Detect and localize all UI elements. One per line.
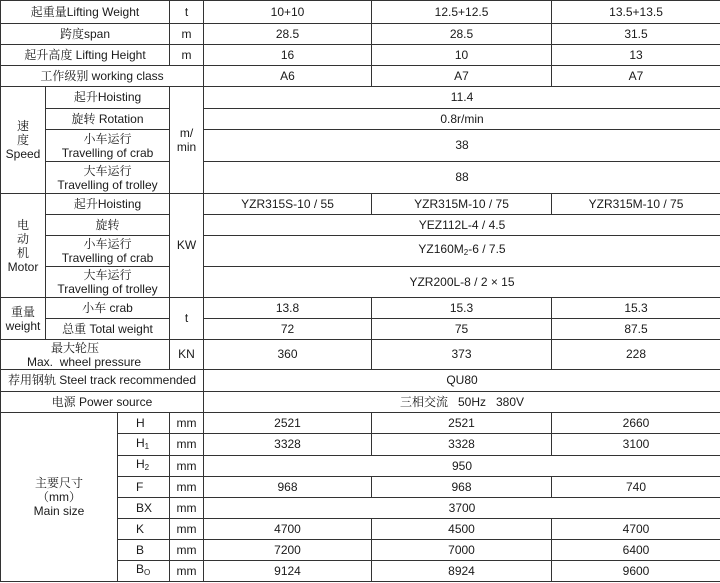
size-b-v2: 7000 bbox=[372, 540, 552, 561]
size-b0-v1: 9124 bbox=[204, 561, 372, 582]
working-class-v1: A6 bbox=[204, 66, 372, 87]
motor-unit: KW bbox=[170, 194, 204, 298]
size-f-v3: 740 bbox=[552, 477, 720, 498]
wheel-unit: KN bbox=[170, 340, 204, 370]
size-h-unit: mm bbox=[170, 413, 204, 434]
size-h1-symbol-sub: 1 bbox=[144, 441, 150, 451]
size-h-v3: 2660 bbox=[552, 413, 720, 434]
motor-crab-value-post: -6 / 7.5 bbox=[468, 242, 506, 256]
size-h-symbol: H bbox=[118, 413, 170, 434]
motor-trolley-label bbox=[46, 267, 170, 298]
size-b-symbol: B bbox=[118, 540, 170, 561]
main-size-group-label bbox=[1, 413, 118, 582]
speed-crab-value: 38 bbox=[204, 130, 720, 162]
motor-trolley-label-cn: 大车运行 bbox=[83, 268, 132, 282]
size-h1-symbol bbox=[118, 434, 170, 456]
size-b0-unit: mm bbox=[170, 561, 204, 582]
size-bx-value: 3700 bbox=[204, 498, 720, 519]
main-size-unit: （mm） bbox=[37, 490, 81, 504]
size-bx-unit: mm bbox=[170, 498, 204, 519]
row-lifting-weight bbox=[1, 1, 720, 24]
motor-hoisting-v1: YZR315S-10 / 55 bbox=[204, 194, 372, 215]
motor-hoisting-v2: YZR315M-10 / 75 bbox=[372, 194, 552, 215]
speed-trolley-label-cn: 大车运行 bbox=[83, 163, 132, 178]
working-class-label: 工作级别 working class bbox=[1, 66, 204, 87]
speed-trolley-value: 88 bbox=[204, 162, 720, 194]
motor-rotation-value: YEZ112L-4 / 4.5 bbox=[204, 215, 720, 236]
size-k-unit: mm bbox=[170, 519, 204, 540]
row-size-h bbox=[1, 413, 720, 434]
wheel-v2: 373 bbox=[372, 340, 552, 370]
size-h1-v1: 3328 bbox=[204, 434, 372, 456]
size-h-v2: 2521 bbox=[372, 413, 552, 434]
row-motor-rotation bbox=[1, 215, 720, 236]
motor-cn-3: 机 bbox=[16, 245, 29, 260]
wheel-label-en: wheel pressure bbox=[59, 354, 142, 369]
speed-hoisting-value: 11.4 bbox=[204, 87, 720, 109]
weight-total-v1: 72 bbox=[204, 319, 372, 340]
size-k-symbol: K bbox=[118, 519, 170, 540]
steel-track-label: 荐用钢轨 Steel track recommended bbox=[1, 370, 204, 392]
motor-cn-1: 电 bbox=[16, 217, 29, 232]
main-size-cn: 主要尺寸 bbox=[34, 476, 83, 490]
working-class-v2: A7 bbox=[372, 66, 552, 87]
motor-rotation-label: 旋转 bbox=[46, 215, 170, 236]
speed-cn-2: 度 bbox=[16, 133, 29, 147]
size-b-unit: mm bbox=[170, 540, 204, 561]
power-source-value: 三相交流 50Hz 380V bbox=[204, 392, 720, 413]
speed-crab-label-en: Travelling of crab bbox=[61, 145, 154, 160]
power-source-label: 电源 Power source bbox=[1, 392, 204, 413]
wheel-group-en: Max. bbox=[27, 354, 54, 369]
motor-hoisting-label: 起升Hoisting bbox=[46, 194, 170, 215]
wheel-label-cn: 最大轮压 bbox=[51, 340, 100, 355]
row-motor-hoisting bbox=[1, 194, 720, 215]
row-working-class bbox=[1, 66, 720, 87]
lifting-height-unit: m bbox=[170, 45, 204, 66]
motor-crab-label-cn: 小车运行 bbox=[83, 237, 132, 251]
motor-crab-value bbox=[204, 236, 720, 267]
size-b0-symbol-sub: O bbox=[144, 568, 151, 577]
weight-crab-v1: 13.8 bbox=[204, 298, 372, 319]
speed-unit-line2: min bbox=[176, 140, 197, 154]
lifting-height-label: 起升高度 Lifting Height bbox=[1, 45, 170, 66]
row-span bbox=[1, 24, 720, 45]
speed-cn-1: 速 bbox=[16, 119, 29, 133]
size-b-v1: 7200 bbox=[204, 540, 372, 561]
size-b0-symbol-main: B bbox=[136, 562, 145, 576]
lifting-height-v3: 13 bbox=[552, 45, 720, 66]
size-h2-symbol-main: H bbox=[136, 457, 145, 471]
main-size-en: Main size bbox=[33, 504, 85, 518]
row-power-source bbox=[1, 392, 720, 413]
span-v2: 28.5 bbox=[372, 24, 552, 45]
size-f-symbol: F bbox=[118, 477, 170, 498]
row-speed-rotation bbox=[1, 109, 720, 130]
speed-unit bbox=[170, 87, 204, 194]
size-h1-v3: 3100 bbox=[552, 434, 720, 456]
working-class-v3: A7 bbox=[552, 66, 720, 87]
size-h1-v2: 3328 bbox=[372, 434, 552, 456]
lifting-height-v2: 10 bbox=[372, 45, 552, 66]
weight-total-label: 总重 Total weight bbox=[46, 319, 170, 340]
size-f-v2: 968 bbox=[372, 477, 552, 498]
motor-en: Motor bbox=[7, 259, 39, 274]
row-motor-trolley bbox=[1, 267, 720, 298]
lifting-weight-label: 起重量Lifting Weight bbox=[1, 1, 170, 24]
wheel-v3: 228 bbox=[552, 340, 720, 370]
size-b0-v3: 9600 bbox=[552, 561, 720, 582]
row-speed-trolley bbox=[1, 162, 720, 194]
speed-rotation-value: 0.8r/min bbox=[204, 109, 720, 130]
size-h1-unit: mm bbox=[170, 434, 204, 456]
lifting-weight-unit: t bbox=[170, 1, 204, 24]
speed-crab-label-cn: 小车运行 bbox=[83, 131, 132, 146]
size-f-unit: mm bbox=[170, 477, 204, 498]
motor-crab-label bbox=[46, 236, 170, 267]
weight-group-label bbox=[1, 298, 46, 340]
lifting-weight-v3: 13.5+13.5 bbox=[552, 1, 720, 24]
size-h2-unit: mm bbox=[170, 456, 204, 477]
weight-crab-v3: 15.3 bbox=[552, 298, 720, 319]
speed-unit-line1: m/ bbox=[179, 126, 194, 140]
motor-crab-label-en: Travelling of crab bbox=[61, 251, 154, 265]
row-speed-crab bbox=[1, 130, 720, 162]
lifting-weight-v1: 10+10 bbox=[204, 1, 372, 24]
speed-trolley-label-en: Travelling of trolley bbox=[57, 177, 158, 192]
motor-crab-value-pre: YZ160M bbox=[418, 242, 464, 256]
speed-hoisting-label: 起升Hoisting bbox=[46, 87, 170, 109]
size-k-v2: 4500 bbox=[372, 519, 552, 540]
size-f-v1: 968 bbox=[204, 477, 372, 498]
row-steel-track bbox=[1, 370, 720, 392]
speed-en: Speed bbox=[5, 147, 41, 161]
wheel-label-en-line bbox=[27, 355, 167, 369]
row-speed-hoisting bbox=[1, 87, 720, 109]
size-h-v1: 2521 bbox=[204, 413, 372, 434]
row-motor-crab bbox=[1, 236, 720, 267]
speed-trolley-label bbox=[46, 162, 170, 194]
weight-total-v2: 75 bbox=[372, 319, 552, 340]
row-weight-crab bbox=[1, 298, 720, 319]
motor-group-label bbox=[1, 194, 46, 298]
wheel-pressure-label bbox=[1, 340, 170, 370]
size-b0-v2: 8924 bbox=[372, 561, 552, 582]
weight-total-v3: 87.5 bbox=[552, 319, 720, 340]
lifting-weight-v2: 12.5+12.5 bbox=[372, 1, 552, 24]
size-b0-symbol bbox=[118, 561, 170, 582]
span-unit: m bbox=[170, 24, 204, 45]
steel-track-value: QU80 bbox=[204, 370, 720, 392]
weight-en: weight bbox=[5, 318, 41, 333]
size-h2-symbol-sub: 2 bbox=[144, 463, 150, 472]
speed-group-label bbox=[1, 87, 46, 194]
span-v3: 31.5 bbox=[552, 24, 720, 45]
motor-trolley-value: YZR200L-8 / 2 × 15 bbox=[204, 267, 720, 298]
row-wheel-pressure bbox=[1, 340, 720, 370]
size-h2-symbol bbox=[118, 456, 170, 477]
size-h2-value: 950 bbox=[204, 456, 720, 477]
speed-rotation-label: 旋转 Rotation bbox=[46, 109, 170, 130]
motor-crab-value-sub: 2 bbox=[463, 248, 469, 257]
motor-cn-2: 动 bbox=[16, 231, 29, 246]
motor-hoisting-v3: YZR315M-10 / 75 bbox=[552, 194, 720, 215]
row-lifting-height bbox=[1, 45, 720, 66]
span-label: 跨度span bbox=[1, 24, 170, 45]
wheel-v1: 360 bbox=[204, 340, 372, 370]
motor-trolley-label-en: Travelling of trolley bbox=[57, 282, 158, 296]
weight-unit: t bbox=[170, 298, 204, 340]
size-b-v3: 6400 bbox=[552, 540, 720, 561]
weight-crab-label: 小车 crab bbox=[46, 298, 170, 319]
span-v1: 28.5 bbox=[204, 24, 372, 45]
weight-crab-v2: 15.3 bbox=[372, 298, 552, 319]
size-bx-symbol: BX bbox=[118, 498, 170, 519]
lifting-height-v1: 16 bbox=[204, 45, 372, 66]
size-k-v3: 4700 bbox=[552, 519, 720, 540]
speed-crab-label bbox=[46, 130, 170, 162]
weight-cn: 重量 bbox=[10, 304, 35, 319]
row-weight-total bbox=[1, 319, 720, 340]
size-k-v1: 4700 bbox=[204, 519, 372, 540]
size-h1-symbol-main: H bbox=[136, 435, 145, 450]
